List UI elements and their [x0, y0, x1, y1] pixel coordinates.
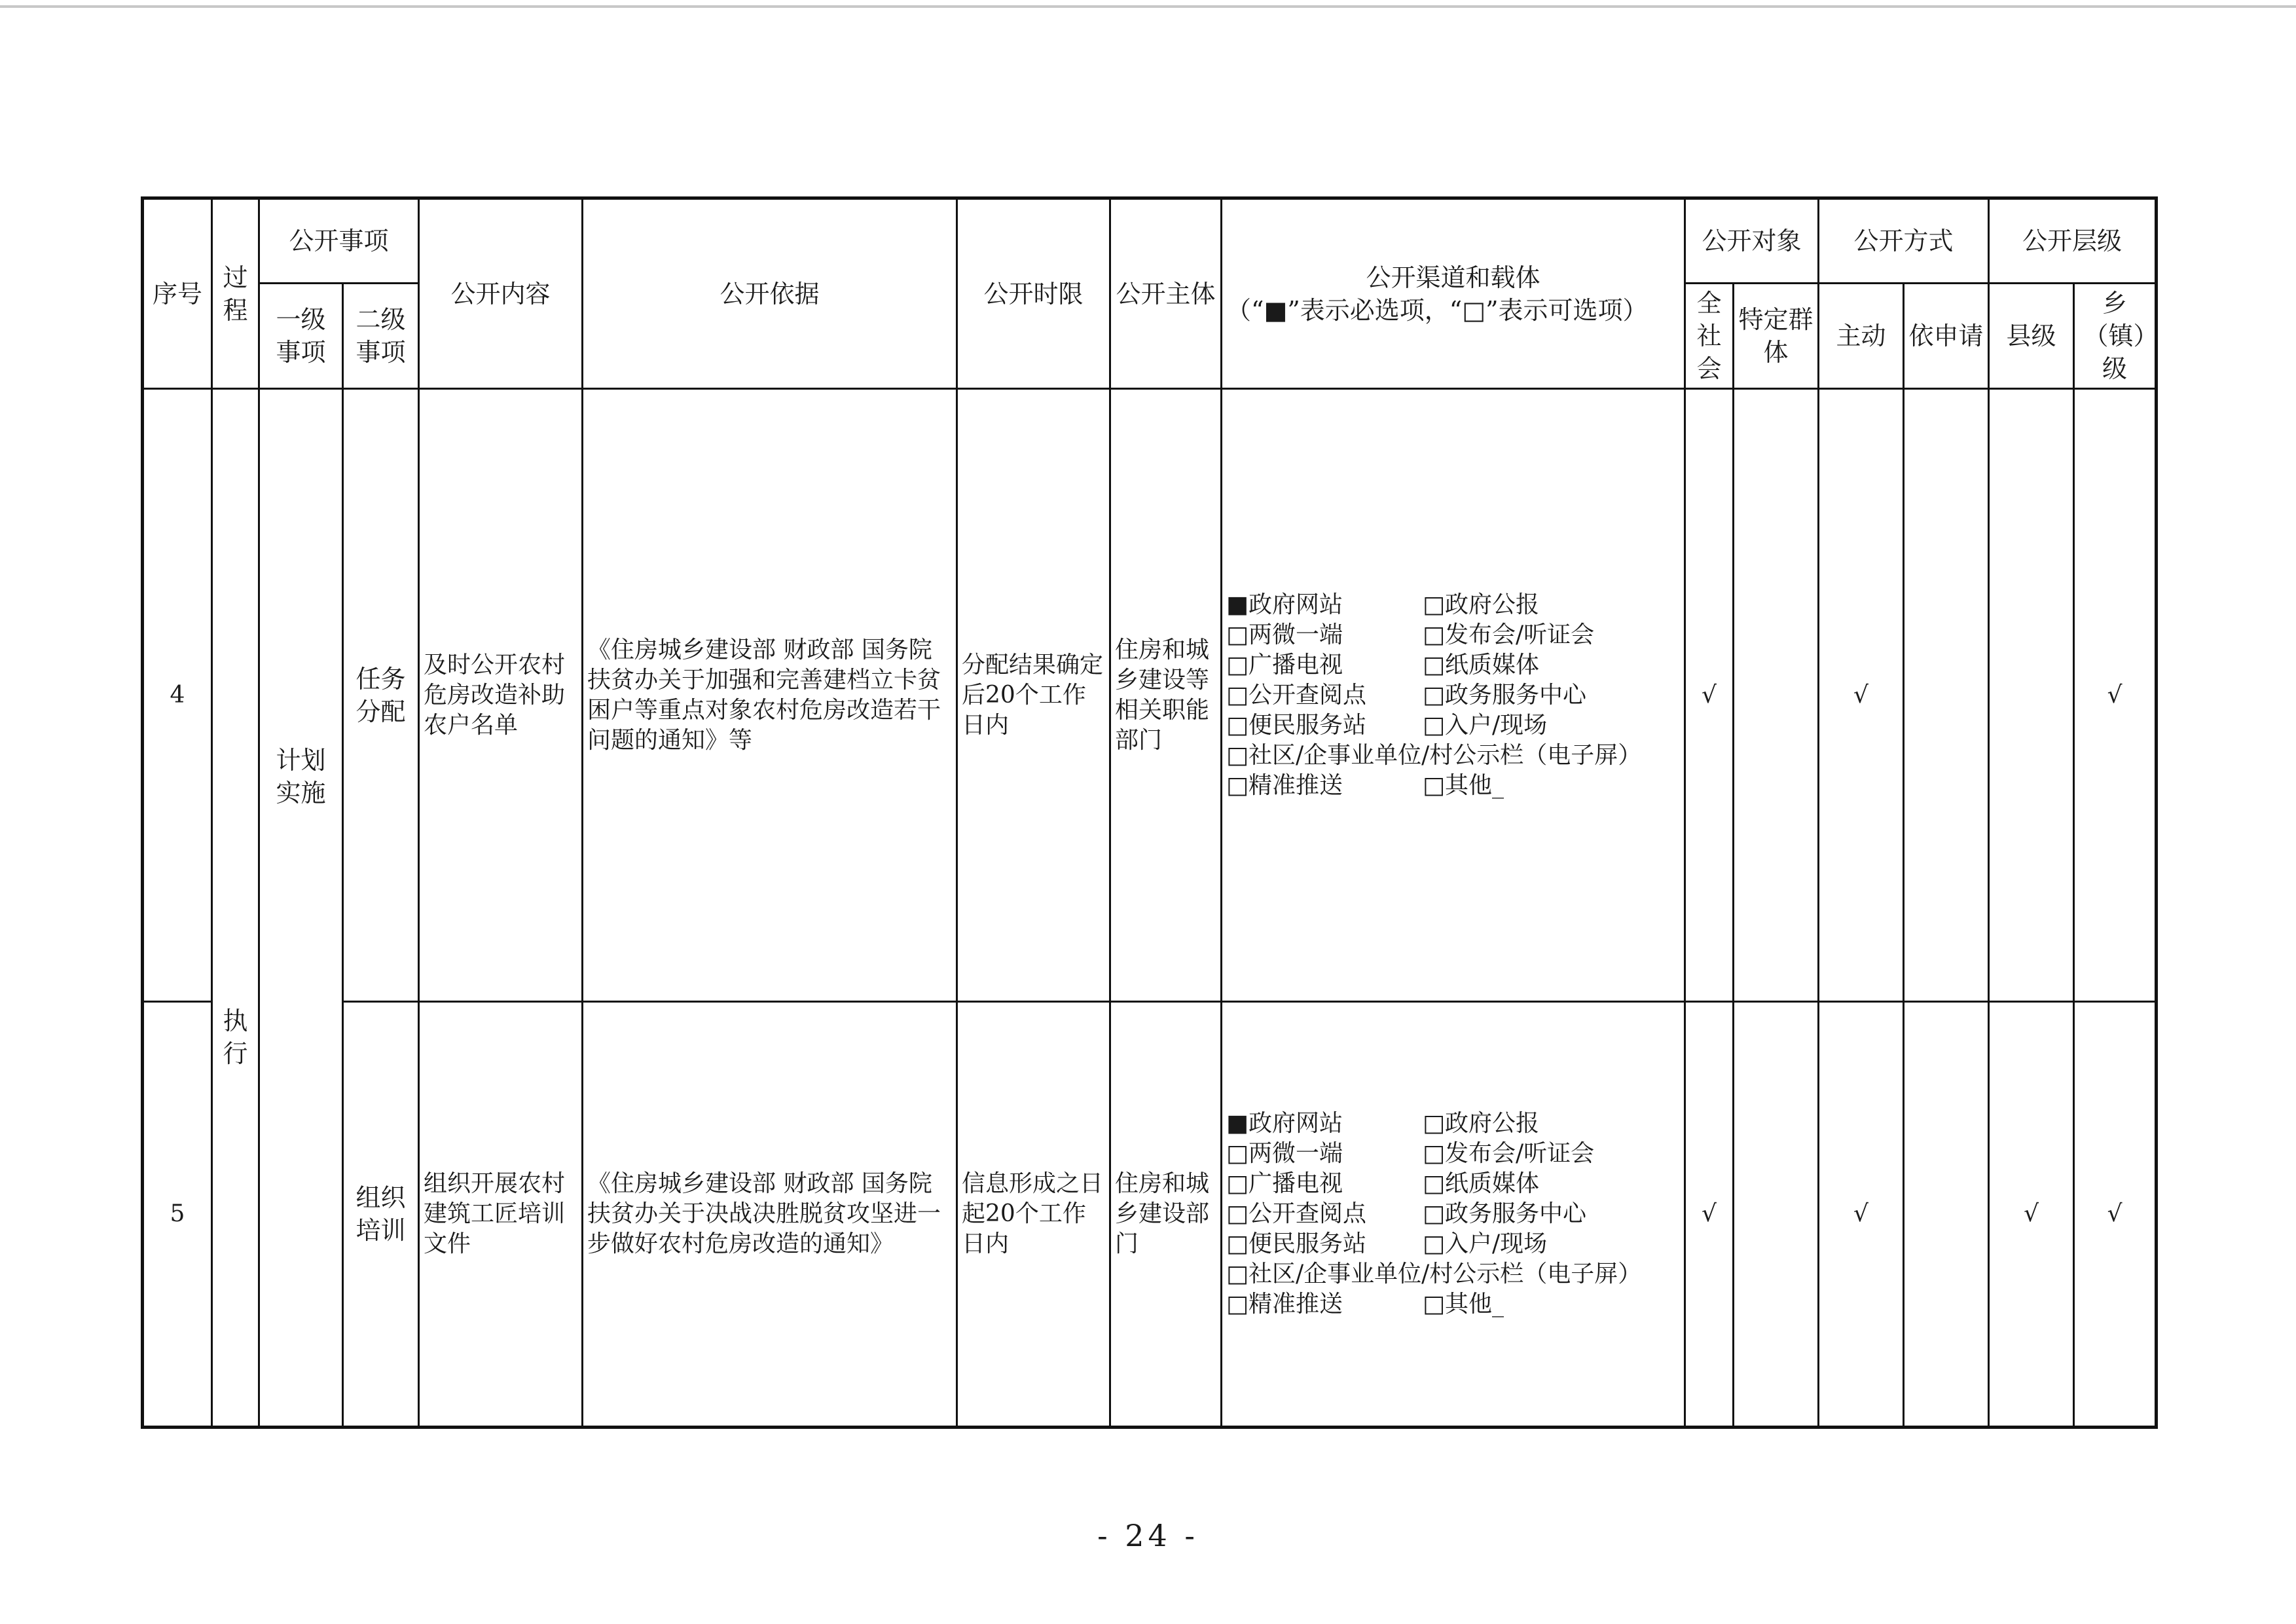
header-level-group: 公开层级	[1989, 198, 2157, 284]
row-target-all-check: √	[1685, 389, 1734, 1002]
header-method-active: 主动	[1819, 284, 1904, 389]
header-channels-title: 公开渠道和载体	[1366, 263, 1540, 292]
channel-option: □便民服务站	[1226, 711, 1367, 739]
row-level-township-check: √	[2074, 1002, 2157, 1428]
header-level-township: 乡（镇）级	[2074, 284, 2157, 389]
row-target-all-check: √	[1685, 1002, 1734, 1428]
channel-option: □政府公报	[1423, 1110, 1540, 1137]
row-level-township-check: √	[2074, 389, 2157, 1002]
row-level2-item: 任务分配	[343, 389, 419, 1002]
channel-option: □广播电视	[1226, 1170, 1343, 1197]
row-basis: 《住房城乡建设部 财政部 国务院扶贫办关于决战决胜脱贫攻坚进一步做好农村危房改造的通知》	[583, 1002, 957, 1428]
channel-option: □精准推送	[1226, 1291, 1343, 1318]
page-number: - 24 -	[1097, 1518, 1199, 1553]
header-level1: 一级事项	[259, 284, 343, 389]
channel-option: □广播电视	[1226, 651, 1343, 678]
header-channels-note: （“■”表示必选项，“□”表示可选项）	[1226, 295, 1648, 325]
header-target-specific: 特定群体	[1734, 284, 1819, 389]
header-subject: 公开主体	[1110, 198, 1222, 389]
row-content: 组织开展农村建筑工匠培训文件	[419, 1002, 583, 1428]
row-target-specific-check	[1734, 389, 1819, 1002]
channel-option: □其他_	[1423, 1291, 1504, 1318]
channel-option: ■政府网站	[1226, 1110, 1343, 1137]
channel-option: □社区/企事业单位/村公示栏（电子屏）	[1226, 1261, 1642, 1287]
channel-option: □政府公报	[1423, 591, 1540, 618]
channel-list	[1226, 1109, 1680, 1320]
header-time-limit: 公开时限	[957, 198, 1110, 389]
channel-option: □两微一端	[1226, 621, 1343, 648]
header-target-all: 全社会	[1685, 284, 1734, 389]
row-stage: 执行	[212, 389, 259, 1428]
channel-option: □发布会/听证会	[1423, 1140, 1595, 1167]
channel-option: □便民服务站	[1226, 1230, 1367, 1257]
channel-option: □入户/现场	[1423, 1230, 1548, 1257]
channel-option: □纸质媒体	[1423, 651, 1540, 678]
header-item-group: 公开事项	[259, 198, 419, 284]
table-row	[143, 389, 2157, 1002]
channel-option: □公开查阅点	[1226, 681, 1367, 709]
header-row-1	[143, 198, 2157, 284]
row-level-county-check: √	[1989, 1002, 2074, 1428]
header-content: 公开内容	[419, 198, 583, 389]
row-method-active-check: √	[1819, 389, 1904, 1002]
row-basis: 《住房城乡建设部 财政部 国务院扶贫办关于加强和完善建档立卡贫困户等重点对象农村危房改造若干问题的通知》等	[583, 389, 957, 1002]
row-level2-item: 组织培训	[343, 1002, 419, 1428]
channel-option: □其他_	[1423, 771, 1504, 799]
channel-option: □入户/现场	[1423, 711, 1548, 739]
disclosure-table	[141, 196, 2158, 1429]
header-method-request: 依申请	[1904, 284, 1989, 389]
header-seq: 序号	[143, 198, 212, 389]
header-stage: 过程	[212, 198, 259, 389]
top-border-line	[0, 5, 2296, 8]
row-seq: 4	[143, 389, 212, 1002]
channel-option: □纸质媒体	[1423, 1170, 1540, 1197]
header-target-group: 公开对象	[1685, 198, 1819, 284]
channel-option: □发布会/听证会	[1423, 621, 1595, 648]
row-target-specific-check	[1734, 1002, 1819, 1428]
channel-option: ■政府网站	[1226, 591, 1343, 618]
header-method-group: 公开方式	[1819, 198, 1989, 284]
channel-option: □社区/企事业单位/村公示栏（电子屏）	[1226, 741, 1642, 769]
row-method-request-check	[1904, 1002, 1989, 1428]
header-level-county: 县级	[1989, 284, 2074, 389]
header-channels	[1222, 198, 1685, 389]
row-subject: 住房和城乡建设等相关职能部门	[1110, 389, 1222, 1002]
channel-option: □公开查阅点	[1226, 1200, 1367, 1227]
channel-list	[1226, 590, 1680, 801]
row-method-active-check: √	[1819, 1002, 1904, 1428]
channel-option: □精准推送	[1226, 771, 1343, 799]
channel-option: □两微一端	[1226, 1140, 1343, 1167]
row-method-request-check	[1904, 389, 1989, 1002]
row-level1-item: 计划实施	[259, 389, 343, 1428]
header-basis: 公开依据	[583, 198, 957, 389]
row-channels	[1222, 1002, 1685, 1428]
table-row	[143, 1002, 2157, 1428]
row-level-county-check	[1989, 389, 2074, 1002]
row-channels	[1222, 389, 1685, 1002]
channel-option: □政务服务中心	[1423, 1200, 1587, 1227]
row-time-limit: 分配结果确定后20个工作日内	[957, 389, 1110, 1002]
channel-option: □政务服务中心	[1423, 681, 1587, 709]
row-subject: 住房和城乡建设部门	[1110, 1002, 1222, 1428]
row-seq: 5	[143, 1002, 212, 1428]
row-content: 及时公开农村危房改造补助农户名单	[419, 389, 583, 1002]
header-level2: 二级事项	[343, 284, 419, 389]
row-time-limit: 信息形成之日起20个工作日内	[957, 1002, 1110, 1428]
